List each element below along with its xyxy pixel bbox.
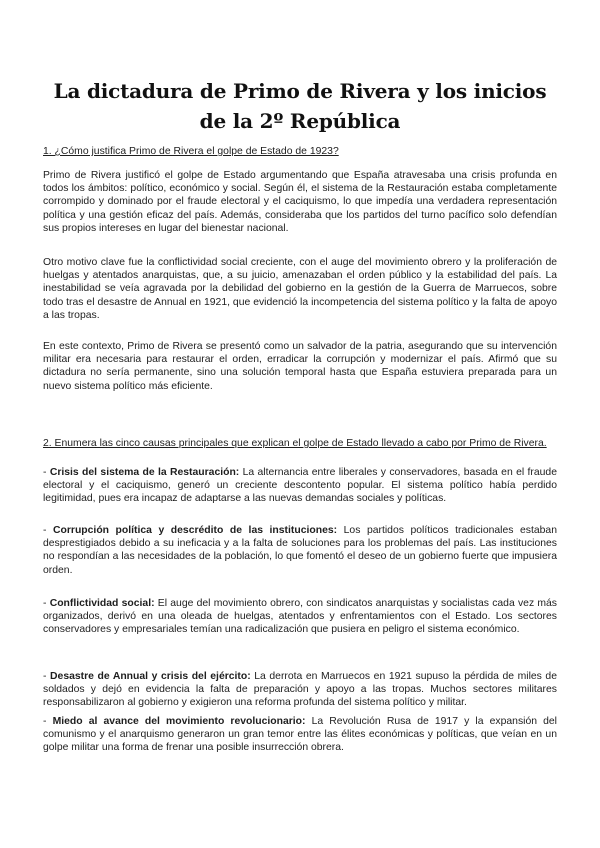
cause-bullet: - (43, 525, 54, 536)
cause-heading: Conflictividad social: (49, 598, 155, 609)
question-2: 2. Enumera las cinco causas principales que explican el golpe de Estado llevado a cabo por Primo de Rivera. (43, 438, 547, 449)
cause-heading: Miedo al avance del movimiento revolucionario: (52, 716, 306, 727)
page-title (40, 76, 560, 136)
question-1: 1. ¿Cómo justifica Primo de Rivera el golpe de Estado de 1923? (43, 146, 339, 157)
title-line-1: La dictadura de Primo de Rivera y los inicios (53, 79, 547, 103)
cause-heading: Desastre de Annual y crisis del ejército: (50, 671, 251, 682)
cause-item (43, 524, 557, 577)
cause-bullet: - (43, 467, 50, 478)
q1-paragraph-1: Primo de Rivera justificó el golpe de Estado argumentando que España atravesaba una crisis profunda en todos los ámbitos: político, económico y social. Según él, el sistema de la Restauración estaba completamente corrompido y dominado por el fraude electoral y el caciquismo, lo que impedía una verdadera representación política y una gestión eficaz del país. Además, consideraba que los partidos del turno pacífico solo defendían sus propios intereses en lugar del bienestar nacional. (43, 170, 557, 234)
q1-paragraph-2: Otro motivo clave fue la conflictividad social creciente, con el auge del movimiento obrero y la proliferación de huelgas y atentados anarquistas, que, a su juicio, amenazaban el orden público y la estabilidad del país. La inestabilidad se veía agravada por la debilidad del gobierno en la gestión de la Guerra de Marruecos, sobre todo tras el desastre de Annual en 1921, que evidenció la incompetencia del sistema político y la falta de apoyo a las tropas. (43, 257, 557, 321)
cause-text: El auge del movimiento obrero, con sindicatos anarquistas y socialistas cada vez más organizados, derivó en una oleada de huelgas, atentados y enfrentamientos con el Estado. Los sectores conservadores y empresariales temían una radicalización que pusiera en peligro el sistema económico. (43, 598, 558, 636)
cause-heading: Corrupción política y descrédito de las instituciones: (53, 525, 338, 536)
cause-text: La derrota en Marruecos en 1921 supuso la pérdida de miles de soldados y dejó en evidencia la falta de preparación y apoyo a las tropas. Muchos sectores militares responsabilizaron al gobierno y exigieron una reforma profunda del sistema político y militar. (43, 671, 557, 709)
title-line-2: de la 2º República (199, 109, 401, 133)
cause-text: Los partidos políticos tradicionales estaban desprestigiados debido a su ineficacia y a la falta de soluciones para los problemas del país. Las instituciones no respondían a las necesidades de la población, lo que fomentó el deseo de un gobierno fuerte que impusiera orden. (43, 525, 557, 576)
cause-bullet: - (43, 598, 50, 609)
cause-item (43, 466, 557, 506)
cause-item (43, 597, 557, 637)
cause-bullet: - (43, 716, 53, 727)
cause-text: La alternancia entre liberales y conservadores, basada en el fraude electoral y el caciquismo, generó un creciente descontento popular. El sistema político había perdido legitimidad, pues era incapaz de adaptarse a las nuevas demandas sociales y políticas. (43, 467, 557, 505)
q1-paragraph-3: En este contexto, Primo de Rivera se presentó como un salvador de la patria, asegurando que su intervención militar era necesaria para restaurar el orden, erradicar la corrupción y modernizar el país. Afirmó que su dictadura no sería permanente, sino una solución temporal hasta que España estuviera preparada para un nuevo sistema político más eficiente. (43, 341, 557, 392)
cause-item (43, 670, 557, 710)
cause-bullet: - (43, 671, 51, 682)
cause-text: La Revolución Rusa de 1917 y la expansión del comunismo y el anarquismo generaron un gran temor entre las élites económicas y políticas, que veían en un golpe militar una forma de frenar una posible insurrección obrera. (43, 716, 557, 754)
cause-item (43, 715, 557, 755)
cause-heading: Crisis del sistema de la Restauración: (49, 467, 240, 478)
